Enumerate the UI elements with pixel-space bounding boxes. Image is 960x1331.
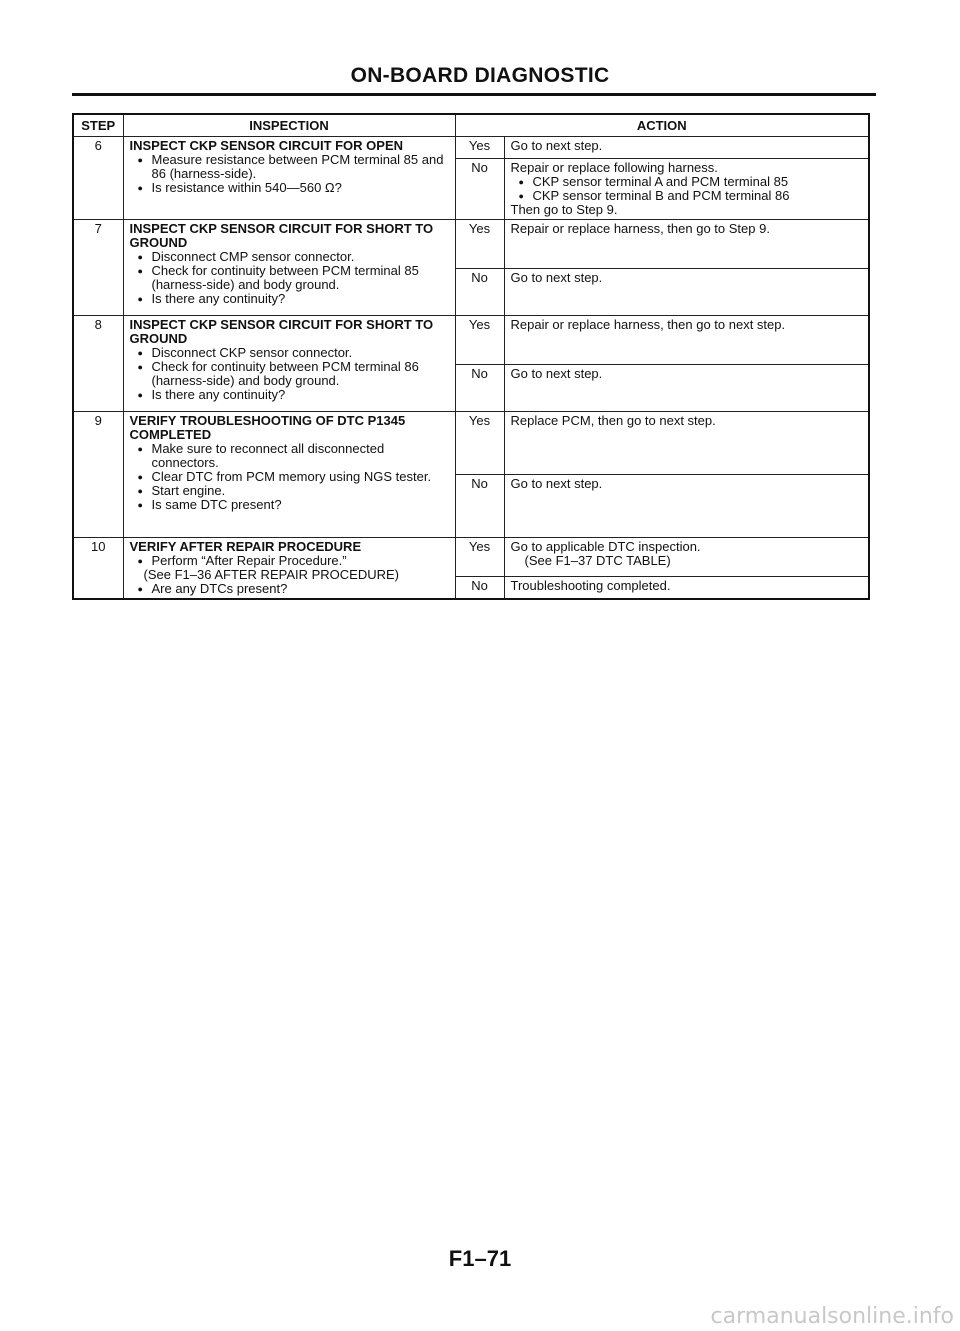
yes-action-note: (See F1–37 DTC TABLE)	[524, 553, 671, 568]
inspection-bullet-note: (See F1–36 AFTER REPAIR PROCEDURE)	[143, 567, 399, 582]
page-number: F1–71	[448, 1246, 512, 1271]
table-row	[73, 137, 869, 159]
yes-label: Yes	[455, 220, 504, 269]
inspection-bullet: ● Start engine.	[130, 484, 449, 498]
inspection-cell	[123, 220, 455, 316]
inspection-bullet: ● Clear DTC from PCM memory using NGS tester.	[130, 470, 449, 484]
no-label: No	[455, 365, 504, 412]
yes-action	[504, 538, 869, 577]
inspection-bullet: ● Is there any continuity?	[130, 292, 449, 306]
yes-label: Yes	[455, 316, 504, 365]
yes-action-text: Go to applicable DTC inspection.	[510, 539, 701, 554]
yes-action: Go to next step.	[504, 137, 869, 159]
no-action: Go to next step.	[504, 269, 869, 316]
table-row	[73, 220, 869, 269]
step-number: 9	[73, 412, 123, 538]
column-header-action: ACTION	[455, 114, 869, 137]
inspection-title: INSPECT CKP SENSOR CIRCUIT FOR SHORT TO GROUND	[129, 221, 434, 250]
inspection-bullet: ● Are any DTCs present?	[130, 582, 449, 596]
inspection-cell	[123, 538, 455, 600]
no-action-tail: Then go to Step 9.	[510, 202, 618, 217]
page-title: ON-BOARD DIAGNOSTIC	[350, 64, 610, 87]
title-rule	[72, 93, 876, 96]
no-label: No	[455, 159, 504, 220]
yes-label: Yes	[455, 137, 504, 159]
no-label: No	[455, 475, 504, 538]
step-number: 8	[73, 316, 123, 412]
step-number: 6	[73, 137, 123, 220]
step-number: 7	[73, 220, 123, 316]
no-action: Go to next step.	[504, 365, 869, 412]
table-row	[73, 412, 869, 475]
inspection-bullet: ● Disconnect CKP sensor connector.	[130, 346, 449, 360]
inspection-cell	[123, 137, 455, 220]
no-action-lead: Repair or replace following harness.	[510, 160, 718, 175]
column-header-step: STEP	[73, 114, 123, 137]
inspection-bullet: ● Is resistance within 540—560 Ω?	[130, 181, 449, 195]
yes-action: Repair or replace harness, then go to next step.	[504, 316, 869, 365]
no-action	[504, 159, 869, 220]
yes-action: Replace PCM, then go to next step.	[504, 412, 869, 475]
no-label: No	[455, 269, 504, 316]
inspection-bullet: ● Check for continuity between PCM terminal 85 (harness-side) and body ground.	[130, 264, 449, 292]
no-action: Troubleshooting completed.	[504, 576, 869, 599]
inspection-bullet: ● Is there any continuity?	[130, 388, 449, 402]
inspection-bullet: ● Disconnect CMP sensor connector.	[130, 250, 449, 264]
inspection-title: INSPECT CKP SENSOR CIRCUIT FOR SHORT TO GROUND	[129, 317, 434, 346]
no-action-bullet: ● CKP sensor terminal A and PCM terminal 85	[511, 175, 863, 189]
inspection-bullet: ● Perform “After Repair Procedure.”	[130, 554, 449, 568]
inspection-title: VERIFY AFTER REPAIR PROCEDURE	[129, 539, 362, 554]
inspection-title: INSPECT CKP SENSOR CIRCUIT FOR OPEN	[129, 138, 404, 153]
table-header-row	[73, 114, 869, 137]
no-action: Go to next step.	[504, 475, 869, 538]
inspection-bullet: ● Make sure to reconnect all disconnected connectors.	[130, 442, 449, 470]
yes-action: Repair or replace harness, then go to Step 9.	[504, 220, 869, 269]
table-row	[73, 316, 869, 365]
step-number: 10	[73, 538, 123, 600]
inspection-bullet: ● Measure resistance between PCM terminal 85 and 86 (harness-side).	[130, 153, 449, 181]
inspection-title: VERIFY TROUBLESHOOTING OF DTC P1345 COMPLETED	[129, 413, 406, 442]
watermark[interactable]: carmanualsonline.info	[710, 1304, 954, 1329]
inspection-bullet: ● Is same DTC present?	[130, 498, 449, 512]
yes-label: Yes	[455, 538, 504, 577]
yes-label: Yes	[455, 412, 504, 475]
table-row	[73, 538, 869, 577]
no-label: No	[455, 576, 504, 599]
inspection-cell	[123, 316, 455, 412]
inspection-bullet: ● Check for continuity between PCM terminal 86 (harness-side) and body ground.	[130, 360, 449, 388]
inspection-cell	[123, 412, 455, 538]
diagnostic-table	[72, 113, 870, 600]
column-header-inspection: INSPECTION	[123, 114, 455, 137]
no-action-bullet: ● CKP sensor terminal B and PCM terminal 86	[511, 189, 863, 203]
